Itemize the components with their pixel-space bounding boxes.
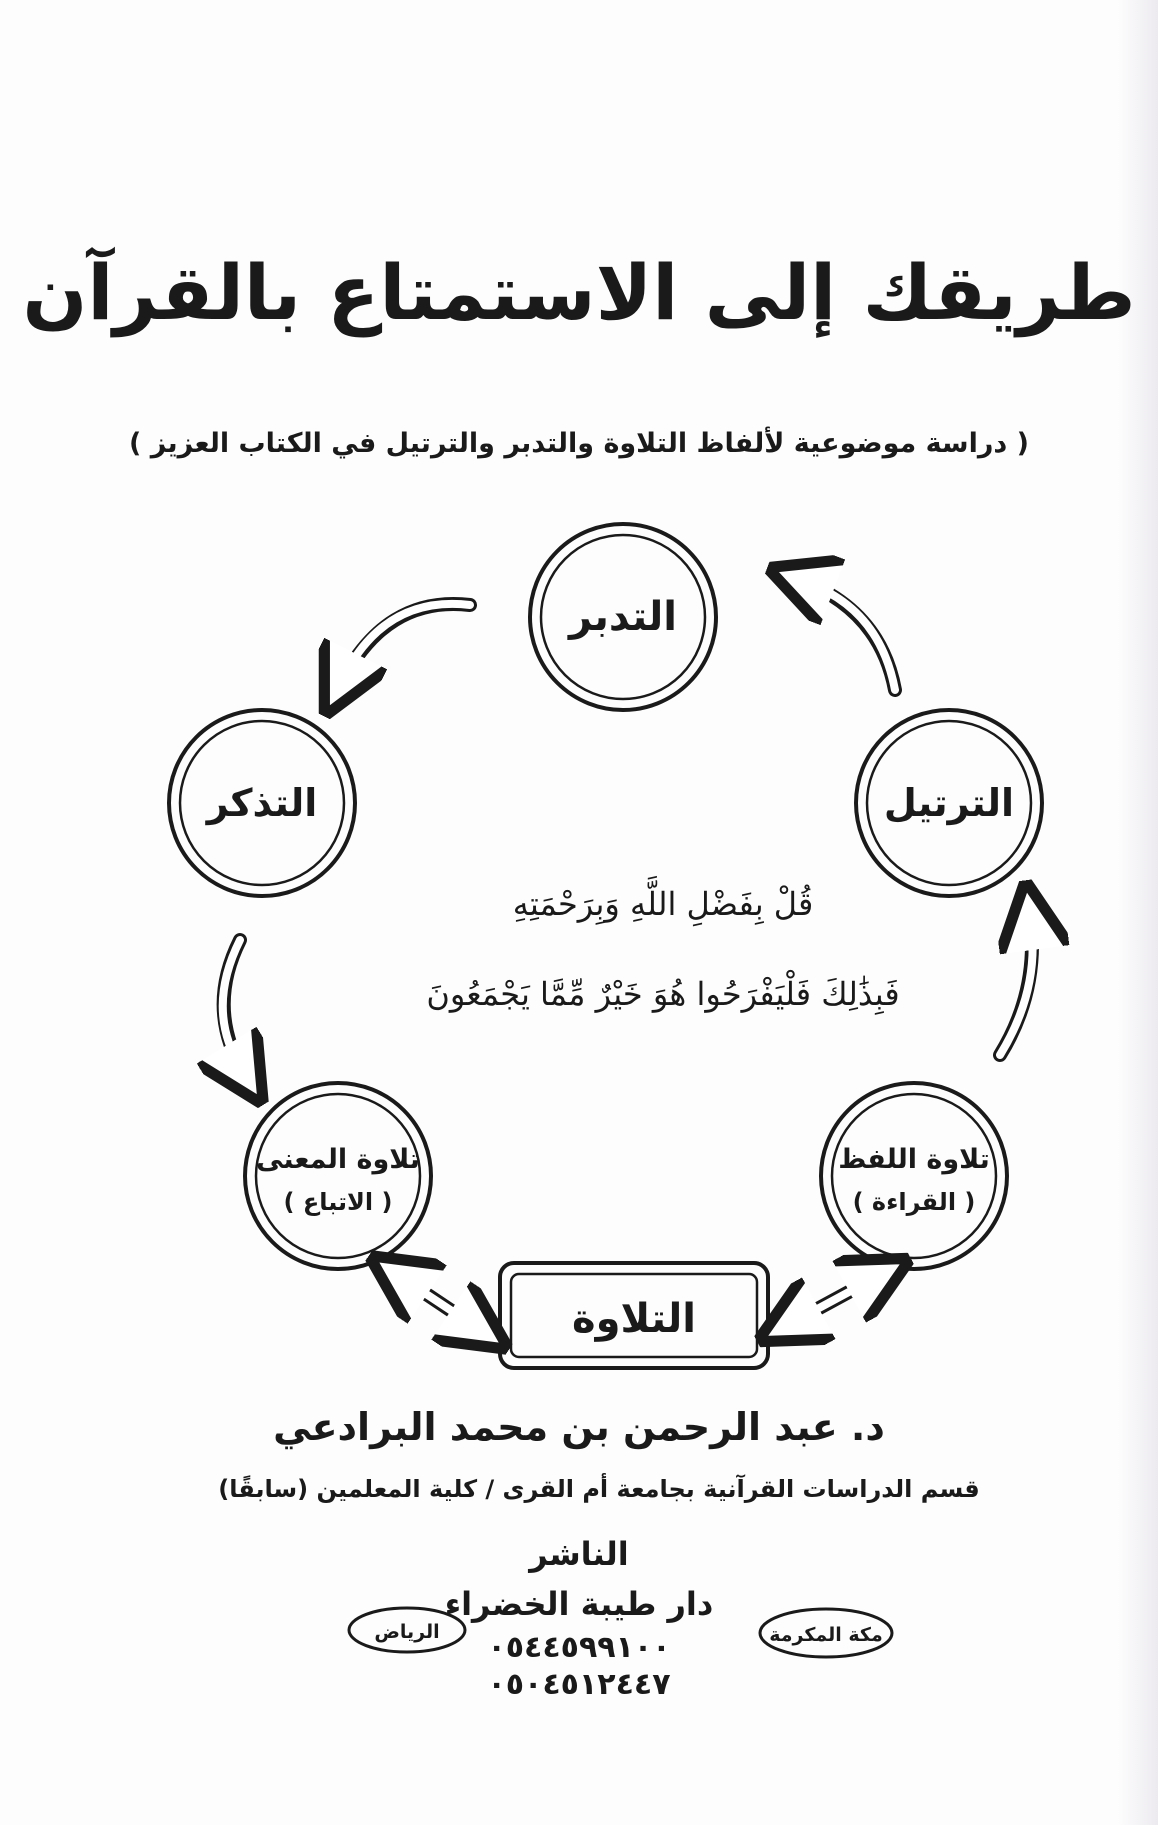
node-tilawat-lafz bbox=[821, 1083, 1007, 1269]
book-subtitle: ( دراسة موضوعية لألفاظ التلاوة والتدبر والترتيل في الكتاب العزيز ) bbox=[129, 428, 1029, 459]
publisher-name: دار طيبة الخضراء bbox=[444, 1585, 714, 1623]
book-title: طريقك إلى الاستمتاع بالقرآن bbox=[22, 248, 1136, 337]
node-label-tadabbur: التدبر bbox=[568, 594, 678, 640]
node-label-tilawa: التلاوة bbox=[572, 1296, 696, 1342]
verse-line-1: قُلْ بِفَضْلِ اللَّهِ وَبِرَحْمَتِهِ bbox=[512, 885, 814, 923]
node-label-tilawat-maana: تلاوة المعنى bbox=[256, 1144, 420, 1175]
verse-line-2: فَبِذَٰلِكَ فَلْيَفْرَحُوا هُوَ خَيْرٌ مِّمَّا يَجْمَعُونَ bbox=[426, 975, 900, 1013]
node-label-tadhakkur: التذكر bbox=[206, 781, 318, 825]
author-affiliation: قسم الدراسات القرآنية بجامعة أم القرى / كلية المعلمين (سابقًا) bbox=[218, 1475, 980, 1503]
cycle-arrows bbox=[224, 580, 1032, 1330]
publisher-label: الناشر bbox=[529, 1535, 629, 1573]
author-name: د. عبد الرحمن بن محمد البرادعي bbox=[273, 1405, 885, 1449]
phone-2: ٠٥٠٤٥١٢٤٤٧ bbox=[487, 1667, 671, 1702]
node-label-tartil: الترتيل bbox=[883, 781, 1015, 825]
node-label-tilawat-lafz: تلاوة اللفظ bbox=[838, 1144, 990, 1175]
city-makkah: مكة المكرمة bbox=[769, 1624, 883, 1646]
phone-1: ٠٥٤٤٥٩٩١٠٠ bbox=[487, 1630, 671, 1665]
city-riyadh: الرياض bbox=[374, 1621, 440, 1643]
node-sublabel-ittiba: ( الاتباع ) bbox=[283, 1188, 393, 1216]
node-sublabel-qiraa: ( القراءة ) bbox=[852, 1188, 976, 1216]
node-tilawat-maana bbox=[245, 1083, 431, 1269]
arrow-tartil-to-tadabbur bbox=[800, 580, 895, 690]
